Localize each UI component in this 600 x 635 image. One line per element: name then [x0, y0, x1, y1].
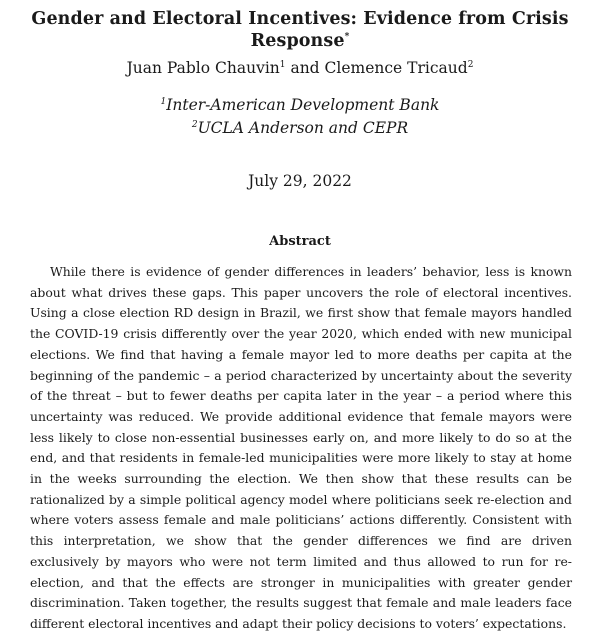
- title-footnote-mark: *: [344, 32, 350, 43]
- affiliation: [0, 95, 600, 115]
- author-line: [0, 58, 600, 78]
- affiliation-name: Inter-American Development Bank: [166, 96, 440, 114]
- affiliation-mark: 2: [191, 119, 198, 130]
- paper-title: [0, 8, 600, 52]
- author-name: Juan Pablo Chauvin: [126, 59, 280, 77]
- paper-date: July 29, 2022: [248, 172, 352, 190]
- abstract-heading: Abstract: [269, 234, 331, 249]
- paper-title-text: Gender and Electoral Incentives: Evidence from Crisis Response: [31, 9, 569, 51]
- author-affiliation-mark: 1: [279, 59, 286, 70]
- affiliation: [0, 118, 600, 138]
- affiliation-mark: 1: [160, 96, 167, 107]
- author-joiner: and: [285, 59, 325, 77]
- abstract-text: While there is evidence of gender differences in leaders’ behavior, less is known about what drives these gaps. This paper uncovers the role of electoral incentives. Using a close election RD design in Brazil, we first show that female mayors handled the COVID-19 crisis differently over the year 2020, which ended with new municipal elections. We find that having a female mayor led to more deaths per capita at the beginning of the pandemic – a period characterized by uncertainty about the severity of the threat – but to fewer deaths per capita later in the year – a period where this uncertainty was reduced. We provide additional evidence that female mayors were less likely to close non-essential businesses early on, and more likely to do so at the end, and that residents in female-led municipalities were more likely to stay at home in the weeks surrounding the election. We then show that these results can be rationalized by a simple political agency model where politicians seek re-election and where voters assess female and male politicians’ actions differently. Consistent with this interpretation, we show that the gender differences we find are driven exclusively by mayors who were not term limited and thus allowed to run for re-election, and that the effects are stronger in municipalities with greater gender discrimination. Taken together, the results suggest that female and male leaders face different electoral incentives and adapt their policy decisions to voters’ expectations.: [30, 264, 572, 631]
- author-affiliation-mark: 2: [467, 59, 474, 70]
- author-name: Clemence Tricaud: [324, 59, 468, 77]
- affiliation-name: UCLA Anderson and CEPR: [197, 119, 409, 137]
